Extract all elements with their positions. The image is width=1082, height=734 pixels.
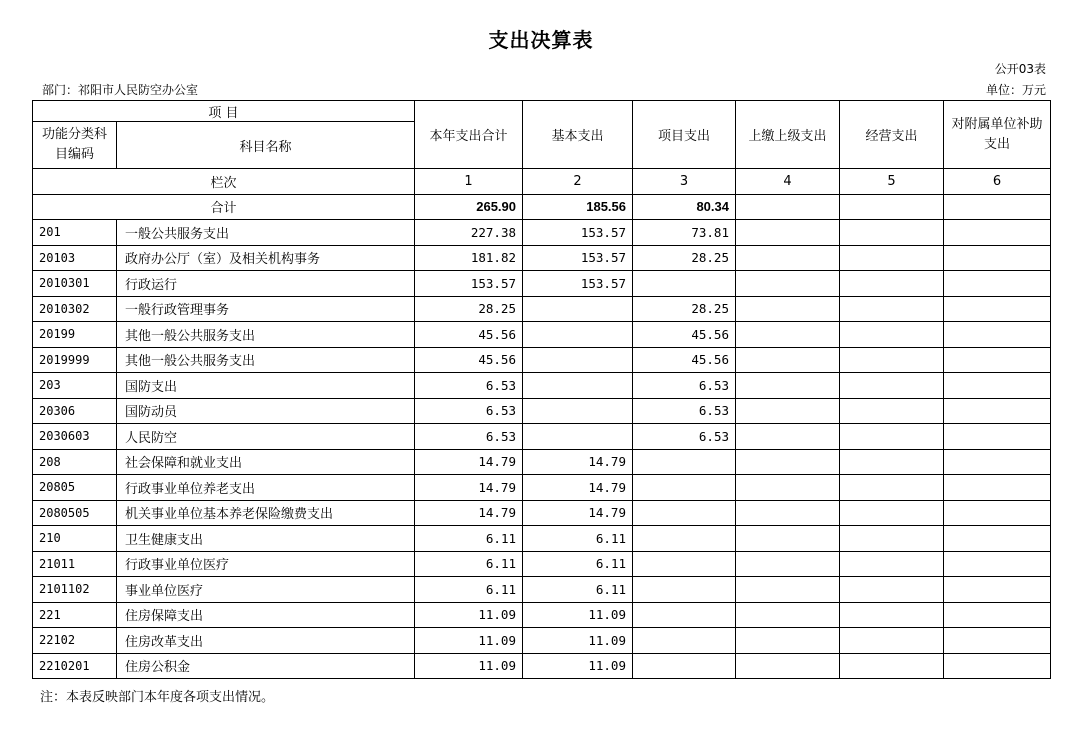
subject-name: 一般行政管理事务 — [117, 296, 415, 322]
subject-name: 国防支出 — [117, 373, 415, 399]
subject-name: 卫生健康支出 — [117, 526, 415, 552]
table-row — [33, 296, 1051, 322]
row-upper — [736, 424, 840, 450]
row-total: 14.79 — [415, 475, 523, 501]
row-subsidy — [944, 526, 1051, 552]
unit-label: 单位：万元 — [985, 83, 1046, 97]
row-business — [840, 602, 944, 628]
row-subsidy — [944, 424, 1051, 450]
row-business — [840, 628, 944, 654]
subject-code: 22102 — [33, 628, 117, 654]
row-basic — [523, 373, 633, 399]
row-subsidy — [944, 500, 1051, 526]
row-project: 28.25 — [633, 296, 736, 322]
row-business — [840, 296, 944, 322]
row-upper — [736, 373, 840, 399]
header-name: 科目名称 — [117, 122, 415, 169]
row-subsidy — [944, 373, 1051, 399]
row-project: 6.53 — [633, 424, 736, 450]
row-upper — [736, 577, 840, 603]
table-row — [33, 398, 1051, 424]
subject-code: 20805 — [33, 475, 117, 501]
subject-name: 行政事业单位医疗 — [117, 551, 415, 577]
row-basic: 153.57 — [523, 245, 633, 271]
row-subsidy — [944, 449, 1051, 475]
row-business — [840, 577, 944, 603]
table-row — [33, 628, 1051, 654]
row-total: 6.53 — [415, 424, 523, 450]
row-subsidy — [944, 296, 1051, 322]
footnote: 注：本表反映部门本年度各项支出情况。 — [40, 690, 275, 705]
table-row — [33, 245, 1051, 271]
table-row — [33, 347, 1051, 373]
col-index-5: 5 — [840, 169, 944, 195]
subject-name: 政府办公厅（室）及相关机构事务 — [117, 245, 415, 271]
expenditure-table — [32, 100, 1051, 679]
row-business — [840, 424, 944, 450]
row-basic: 6.11 — [523, 577, 633, 603]
table-row — [33, 653, 1051, 679]
row-business — [840, 475, 944, 501]
subject-name: 一般公共服务支出 — [117, 220, 415, 246]
row-basic: 14.79 — [523, 475, 633, 501]
col-index-6: 6 — [944, 169, 1051, 195]
row-subsidy — [944, 245, 1051, 271]
row-upper — [736, 347, 840, 373]
header-basic: 基本支出 — [523, 101, 633, 169]
department-label: 部门：祁阳市人民防空办公室 — [42, 83, 199, 97]
subject-code: 210 — [33, 526, 117, 552]
subject-name: 住房保障支出 — [117, 602, 415, 628]
row-project — [633, 449, 736, 475]
subject-code: 2019999 — [33, 347, 117, 373]
row-basic — [523, 424, 633, 450]
row-total: 11.09 — [415, 653, 523, 679]
row-project — [633, 577, 736, 603]
row-project — [633, 551, 736, 577]
row-upper — [736, 449, 840, 475]
subject-name: 行政运行 — [117, 271, 415, 297]
subject-code: 20306 — [33, 398, 117, 424]
table-row — [33, 577, 1051, 603]
page-title: 支出决算表 — [488, 28, 594, 52]
row-basic: 6.11 — [523, 526, 633, 552]
row-total: 153.57 — [415, 271, 523, 297]
row-upper — [736, 551, 840, 577]
table-row — [33, 424, 1051, 450]
row-upper — [736, 475, 840, 501]
row-upper — [736, 602, 840, 628]
col-index-1: 1 — [415, 169, 523, 195]
row-total: 6.11 — [415, 577, 523, 603]
row-total: 11.09 — [415, 628, 523, 654]
row-basic: 14.79 — [523, 500, 633, 526]
subject-code: 2030603 — [33, 424, 117, 450]
subject-code: 2101102 — [33, 577, 117, 603]
table-number: 公开03表 — [994, 62, 1046, 76]
header-item: 项 目 — [33, 101, 415, 122]
row-total: 14.79 — [415, 500, 523, 526]
row-project: 6.53 — [633, 398, 736, 424]
total-subsidy — [944, 194, 1051, 220]
row-project — [633, 602, 736, 628]
row-total: 227.38 — [415, 220, 523, 246]
subject-name: 住房公积金 — [117, 653, 415, 679]
subject-name: 其他一般公共服务支出 — [117, 347, 415, 373]
row-total: 14.79 — [415, 449, 523, 475]
row-subsidy — [944, 653, 1051, 679]
row-project: 28.25 — [633, 245, 736, 271]
row-upper — [736, 296, 840, 322]
col-index-4: 4 — [736, 169, 840, 195]
subject-code: 2010301 — [33, 271, 117, 297]
row-business — [840, 500, 944, 526]
table-row — [33, 271, 1051, 297]
row-business — [840, 220, 944, 246]
subject-name: 事业单位医疗 — [117, 577, 415, 603]
row-business — [840, 526, 944, 552]
row-business — [840, 322, 944, 348]
row-business — [840, 347, 944, 373]
row-upper — [736, 398, 840, 424]
row-basic — [523, 322, 633, 348]
subject-code: 21011 — [33, 551, 117, 577]
row-project: 6.53 — [633, 373, 736, 399]
row-subsidy — [944, 271, 1051, 297]
row-total: 6.53 — [415, 373, 523, 399]
row-total: 11.09 — [415, 602, 523, 628]
row-business — [840, 551, 944, 577]
subject-code: 20103 — [33, 245, 117, 271]
subject-code: 2010302 — [33, 296, 117, 322]
total-label: 合计 — [33, 194, 415, 220]
col-index-label: 栏次 — [33, 169, 415, 195]
row-project: 45.56 — [633, 347, 736, 373]
row-project — [633, 628, 736, 654]
row-upper — [736, 653, 840, 679]
table-row — [33, 500, 1051, 526]
row-subsidy — [944, 551, 1051, 577]
total-project: 80.34 — [633, 194, 736, 220]
row-total: 45.56 — [415, 322, 523, 348]
row-total: 181.82 — [415, 245, 523, 271]
table-row — [33, 602, 1051, 628]
total-sum: 265.90 — [415, 194, 523, 220]
row-upper — [736, 271, 840, 297]
total-business — [840, 194, 944, 220]
subject-code: 20199 — [33, 322, 117, 348]
row-upper — [736, 526, 840, 552]
row-basic: 153.57 — [523, 220, 633, 246]
row-basic: 6.11 — [523, 551, 633, 577]
row-business — [840, 245, 944, 271]
total-row — [33, 194, 1051, 220]
row-basic: 11.09 — [523, 628, 633, 654]
row-total: 6.11 — [415, 526, 523, 552]
row-basic: 153.57 — [523, 271, 633, 297]
table-row — [33, 475, 1051, 501]
subject-name: 住房改革支出 — [117, 628, 415, 654]
row-subsidy — [944, 322, 1051, 348]
subject-name: 人民防空 — [117, 424, 415, 450]
row-basic — [523, 347, 633, 373]
subject-code: 201 — [33, 220, 117, 246]
row-basic — [523, 398, 633, 424]
header-business: 经营支出 — [840, 101, 944, 169]
subject-code: 2210201 — [33, 653, 117, 679]
row-upper — [736, 322, 840, 348]
row-total: 28.25 — [415, 296, 523, 322]
table-row — [33, 449, 1051, 475]
row-basic: 11.09 — [523, 653, 633, 679]
col-index-3: 3 — [633, 169, 736, 195]
table-row — [33, 551, 1051, 577]
table-row — [33, 373, 1051, 399]
row-basic: 11.09 — [523, 602, 633, 628]
row-basic — [523, 296, 633, 322]
row-project — [633, 526, 736, 552]
row-project — [633, 500, 736, 526]
header-code: 功能分类科目编码 — [33, 122, 117, 169]
row-subsidy — [944, 602, 1051, 628]
row-upper — [736, 220, 840, 246]
row-subsidy — [944, 220, 1051, 246]
subject-code: 221 — [33, 602, 117, 628]
row-business — [840, 653, 944, 679]
row-subsidy — [944, 475, 1051, 501]
subject-name: 国防动员 — [117, 398, 415, 424]
row-upper — [736, 245, 840, 271]
col-index-2: 2 — [523, 169, 633, 195]
row-total: 6.11 — [415, 551, 523, 577]
row-project — [633, 271, 736, 297]
row-upper — [736, 500, 840, 526]
subject-code: 203 — [33, 373, 117, 399]
subject-name: 社会保障和就业支出 — [117, 449, 415, 475]
row-subsidy — [944, 628, 1051, 654]
table-row — [33, 526, 1051, 552]
header-project: 项目支出 — [633, 101, 736, 169]
row-total: 45.56 — [415, 347, 523, 373]
row-total: 6.53 — [415, 398, 523, 424]
row-basic: 14.79 — [523, 449, 633, 475]
row-project: 73.81 — [633, 220, 736, 246]
row-project — [633, 653, 736, 679]
header-upper: 上缴上级支出 — [736, 101, 840, 169]
row-business — [840, 373, 944, 399]
subject-name: 其他一般公共服务支出 — [117, 322, 415, 348]
row-upper — [736, 628, 840, 654]
row-business — [840, 398, 944, 424]
subject-code: 208 — [33, 449, 117, 475]
table-row — [33, 322, 1051, 348]
subject-code: 2080505 — [33, 500, 117, 526]
subject-name: 机关事业单位基本养老保险缴费支出 — [117, 500, 415, 526]
subject-name: 行政事业单位养老支出 — [117, 475, 415, 501]
row-business — [840, 449, 944, 475]
header-total: 本年支出合计 — [415, 101, 523, 169]
row-business — [840, 271, 944, 297]
table-row — [33, 220, 1051, 246]
row-project — [633, 475, 736, 501]
row-project: 45.56 — [633, 322, 736, 348]
total-basic: 185.56 — [523, 194, 633, 220]
row-subsidy — [944, 398, 1051, 424]
total-upper — [736, 194, 840, 220]
row-subsidy — [944, 347, 1051, 373]
header-subsidy: 对附属单位补助支出 — [944, 101, 1051, 169]
row-subsidy — [944, 577, 1051, 603]
